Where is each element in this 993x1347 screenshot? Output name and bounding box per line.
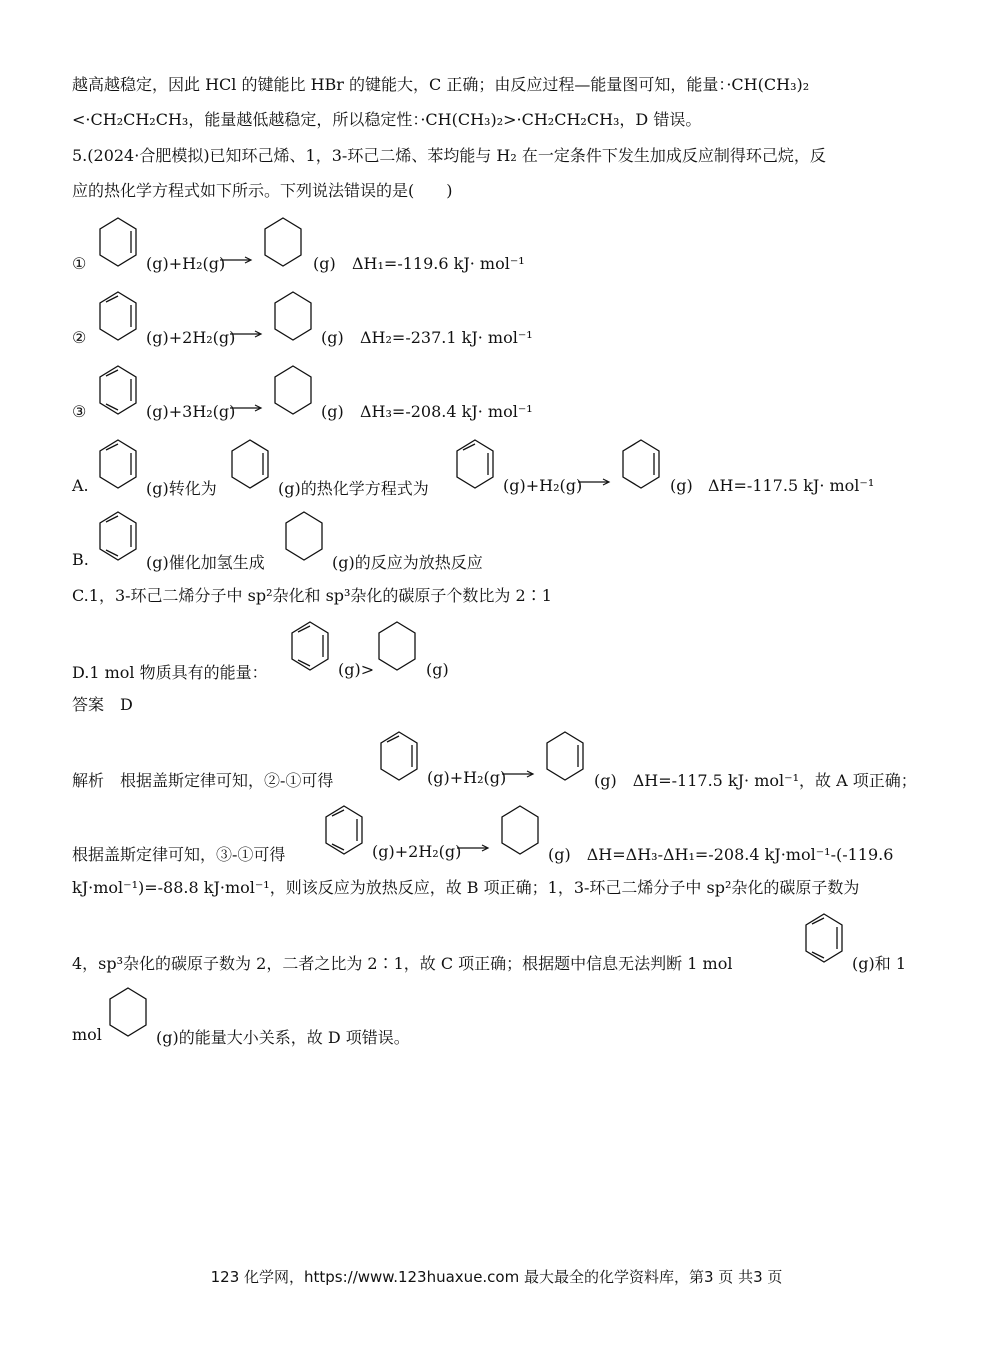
arrow-icon [230, 324, 264, 343]
cyclohexadiene-icon [98, 290, 138, 344]
analysis-4b: (g)和 1 [852, 954, 906, 973]
cyclohexadiene-icon [455, 438, 495, 492]
cyclohexene-icon [230, 438, 270, 492]
option-c: C.1，3-环己二烯分子中 sp²杂化和 sp³杂化的碳原子个数比为 2∶1 [72, 586, 552, 605]
cyclohexene-icon [98, 216, 138, 270]
eq2-dh: ΔH₂=-237.1 kJ· mol⁻¹ [360, 328, 533, 347]
option-a-label: A. [72, 476, 89, 495]
analysis-1c: (g) ΔH=-117.5 kJ· mol⁻¹，故 A 项正确； [594, 771, 917, 790]
arrow-icon [457, 838, 491, 857]
option-d-text-2: (g) [426, 660, 449, 679]
eq1-product: (g) [313, 254, 336, 273]
option-a-dh: ΔH=-117.5 kJ· mol⁻¹ [708, 476, 875, 495]
analysis-5a: mol [72, 1025, 102, 1044]
analysis-2b: (g)+2H₂(g) [372, 842, 462, 861]
cyclohexane-icon [273, 364, 313, 418]
analysis-2a: 根据盖斯定律可知，③-①可得 [72, 845, 286, 864]
option-a-text-1: (g)转化为 [146, 479, 217, 498]
benzene-icon [804, 912, 844, 966]
eq2-product: (g) [321, 328, 344, 347]
arrow-icon [220, 250, 254, 269]
eq2-lhs: (g)+2H₂(g) [146, 328, 236, 347]
analysis-1b: (g)+H₂(g) [427, 768, 507, 787]
cyclohexane-icon [263, 216, 303, 270]
question-stem-2: 应的热化学方程式如下所示。下列说法错误的是( ) [72, 181, 453, 200]
benzene-icon [324, 804, 364, 858]
option-b-text-1: (g)催化加氢生成 [146, 553, 265, 572]
eq1-dh: ΔH₁=-119.6 kJ· mol⁻¹ [352, 254, 525, 273]
intro-line-1: 越高越稳定，因此 HCl 的键能比 HBr 的键能大，C 正确；由反应过程—能量图可知，能量：·CH(CH₃)₂ [72, 75, 810, 94]
analysis-4a: 4，sp³杂化的碳原子数为 2，二者之比为 2∶1，故 C 项正确；根据题中信息无法判断 1 mol [72, 954, 733, 973]
eq1-lhs: (g)+H₂(g) [146, 254, 226, 273]
option-b-text-2: (g)的反应为放热反应 [332, 553, 483, 572]
cyclohexane-icon [500, 804, 540, 858]
cyclohexane-icon [108, 986, 148, 1040]
analysis-2c: (g) ΔH=ΔH₃-ΔH₁=-208.4 kJ·mol⁻¹-(-119.6 [548, 845, 894, 864]
cyclohexadiene-icon [379, 730, 419, 784]
option-a-text-4: (g) [670, 476, 693, 495]
eq3-product: (g) [321, 402, 344, 421]
eq3-number: ③ [72, 402, 87, 421]
benzene-icon [290, 620, 330, 674]
cyclohexene-icon [545, 730, 585, 784]
cyclohexane-icon [284, 510, 324, 564]
option-a-text-2: (g)的热化学方程式为 [278, 479, 429, 498]
eq1-number: ① [72, 254, 87, 273]
cyclohexane-icon [273, 290, 313, 344]
page-footer: 123 化学网，https://www.123huaxue.com 最大最全的化学资料库，第3 页 共3 页 [210, 1268, 783, 1286]
eq3-lhs: (g)+3H₂(g) [146, 402, 236, 421]
option-a-text-3: (g)+H₂(g) [503, 476, 583, 495]
analysis-5b: (g)的能量大小关系，故 D 项错误。 [156, 1028, 410, 1047]
arrow-icon [502, 764, 536, 783]
benzene-icon [98, 364, 138, 418]
cyclohexadiene-icon [98, 438, 138, 492]
eq3-dh: ΔH₃=-208.4 kJ· mol⁻¹ [360, 402, 533, 421]
option-b-label: B. [72, 550, 89, 569]
option-d-text-1: (g)> [338, 660, 375, 679]
analysis-3: kJ·mol⁻¹)=-88.8 kJ·mol⁻¹，则该反应为放热反应，故 B 项正确；1，3-环己二烯分子中 sp²杂化的碳原子数为 [72, 878, 860, 897]
intro-line-2: <·CH₂CH₂CH₃，能量越低越稳定，所以稳定性：·CH(CH₃)₂>·CH₂CH₂CH₃，D 错误。 [72, 110, 702, 129]
analysis-1a: 解析 根据盖斯定律可知，②-①可得 [72, 771, 334, 790]
cyclohexene-icon [621, 438, 661, 492]
cyclohexane-icon [377, 620, 417, 674]
eq2-number: ② [72, 328, 87, 347]
arrow-icon [578, 472, 612, 491]
option-d-label: D.1 mol 物质具有的能量： [72, 663, 268, 682]
arrow-icon [230, 398, 264, 417]
answer: 答案 D [72, 695, 133, 714]
benzene-icon [98, 510, 138, 564]
question-stem-1: 5.(2024·合肥模拟)已知环己烯、1，3-环己二烯、苯均能与 H₂ 在一定条件下发生加成反应制得环己烷，反 [72, 146, 826, 165]
